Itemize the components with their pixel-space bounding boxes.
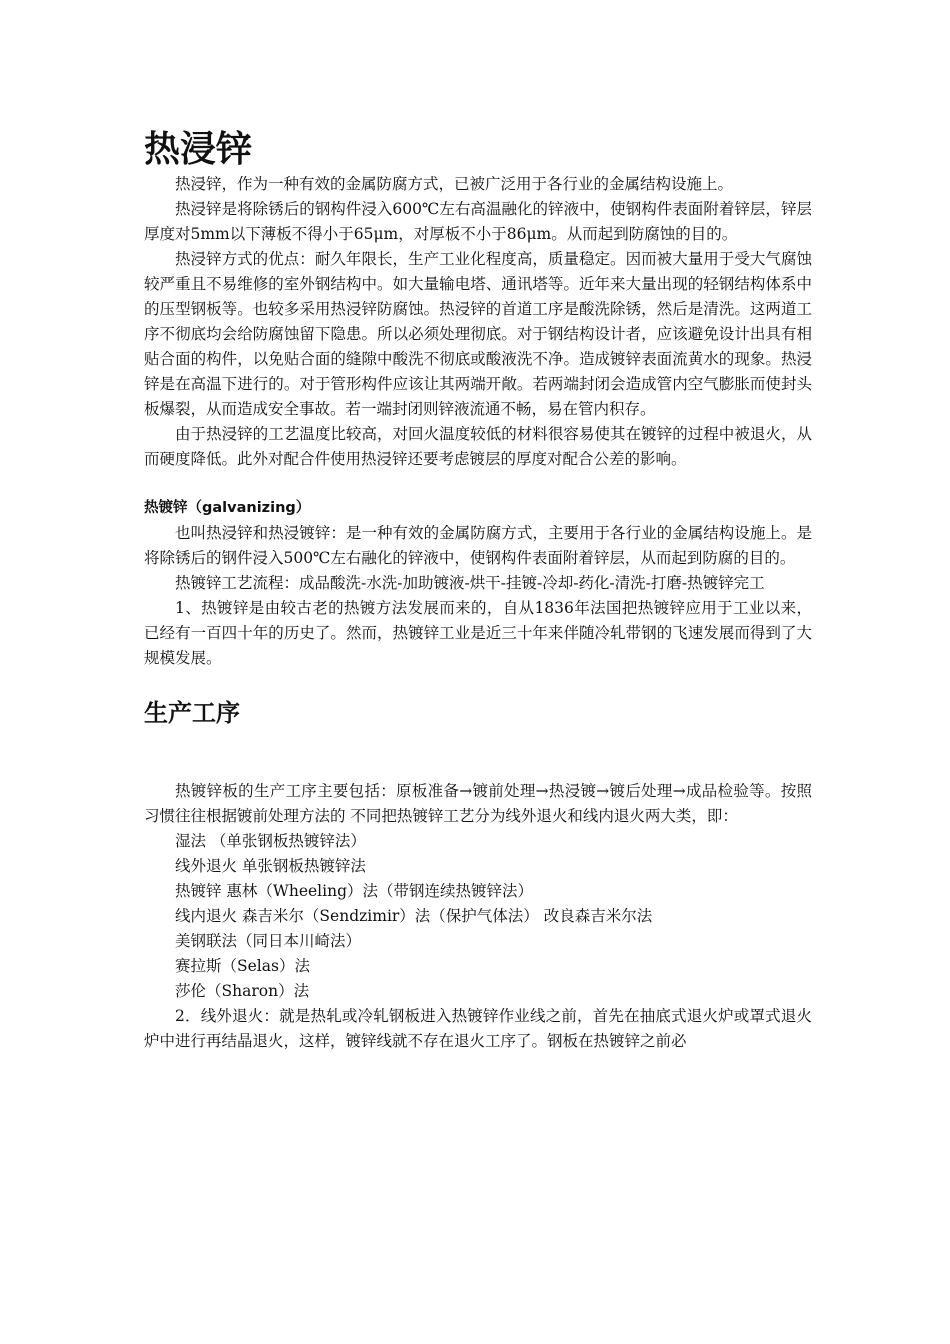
intro-paragraph-2: 热浸锌是将除锈后的钢构件浸入600℃左右高温融化的锌液中，使钢构件表面附着锌层，锌层厚度对5mm以下薄板不得小于65μm，对厚板不小于86μm。从而起到防腐蚀的目的。 — [144, 200, 812, 243]
production-intro: 热镀锌板的生产工序主要包括：原板准备→镀前处理→热浸镀→镀后处理→成品检验等。按照习惯往往根据镀前处理方法的 不同把热镀锌工艺分为线外退火和线内退火两大类，即： — [144, 782, 812, 825]
galvanizing-paragraph-3: 1、热镀锌是由较古老的热镀方法发展而来的，自从1836年法国把热镀锌应用于工业以来，已经有一百四十年的历史了。然而，热镀锌工业是近三十年来伴随冷轧带钢的飞速发展而得到了大规模发展。 — [144, 599, 812, 667]
page-title: 热浸锌 — [144, 129, 253, 170]
document-body — [144, 126, 812, 1054]
list-item: 莎伦（Sharon）法 — [175, 982, 310, 1000]
list-item: 线内退火 森吉米尔（Sendzimir）法（保护气体法） 改良森吉米尔法 — [175, 907, 653, 925]
production-closing-paragraph: 2．线外退火：就是热轧或冷轧钢板进入热镀锌作业线之前，首先在抽底式退火炉或罩式退火炉中进行再结晶退火，这样，镀锌线就不存在退火工序了。钢板在热镀锌之前必 — [144, 1007, 812, 1050]
production-method-list — [144, 829, 812, 1004]
list-item: 线外退火 单张钢板热镀锌法 — [175, 857, 366, 875]
list-item: 湿法 （单张钢板热镀锌法） — [175, 832, 366, 850]
galvanizing-section — [144, 496, 812, 671]
list-item: 美钢联法（同日本川崎法） — [175, 932, 362, 950]
intro-paragraph-1: 热浸锌，作为一种有效的金属防腐方式，已被广泛用于各行业的金属结构设施上。 — [175, 175, 734, 193]
galvanizing-paragraph-2: 热镀锌工艺流程：成品酸洗-水洗-加助镀液-烘干-挂镀-冷却-药化-清洗-打磨-热镀锌完工 — [175, 574, 765, 592]
list-item: 热镀锌 惠林（Wheeling）法（带钢连续热镀锌法） — [175, 882, 534, 900]
galvanizing-paragraph-1: 也叫热浸锌和热浸镀锌：是一种有效的金属防腐方式，主要用于各行业的金属结构设施上。是将除锈后的钢件浸入500℃左右融化的锌液中，使钢构件表面附着锌层，从而起到防腐的目的。 — [144, 524, 812, 567]
list-item: 赛拉斯（Selas）法 — [175, 957, 310, 975]
production-heading: 生产工序 — [144, 699, 240, 727]
intro-paragraph-4: 由于热浸锌的工艺温度比较高，对回火温度较低的材料很容易使其在镀锌的过程中被退火，从而硬度降低。此外对配合件使用热浸锌还要考虑镀层的厚度对配合公差的影响。 — [144, 425, 812, 468]
intro-section — [144, 172, 812, 472]
galvanizing-heading: 热镀锌（galvanizing） — [144, 500, 311, 516]
intro-paragraph-3: 热浸锌方式的优点：耐久年限长，生产工业化程度高，质量稳定。因而被大量用于受大气腐蚀较严重且不易维修的室外钢结构中。如大量输电塔、通讯塔等。近年来大量出现的轻钢结构体系中的压型钢板等。也较多采用热浸锌防腐蚀。热浸锌的首道工序是酸洗除锈，然后是清洗。这两道工序不彻底均会给防腐蚀留下隐患。所以必须处理彻底。对于钢结构设计者，应该避免设计出具有相贴合面的构件，以免贴合面的缝隙中酸洗不彻底或酸液洗不净。造成镀锌表面流黄水的现象。热浸锌是在高温下进行的。对于管形构件应该让其两端开敞。若两端封闭会造成管内空气膨胀而使封头板爆裂，从而造成安全事故。若一端封闭则锌液流通不畅，易在管内积存。 — [144, 250, 812, 418]
production-section — [144, 697, 812, 1054]
